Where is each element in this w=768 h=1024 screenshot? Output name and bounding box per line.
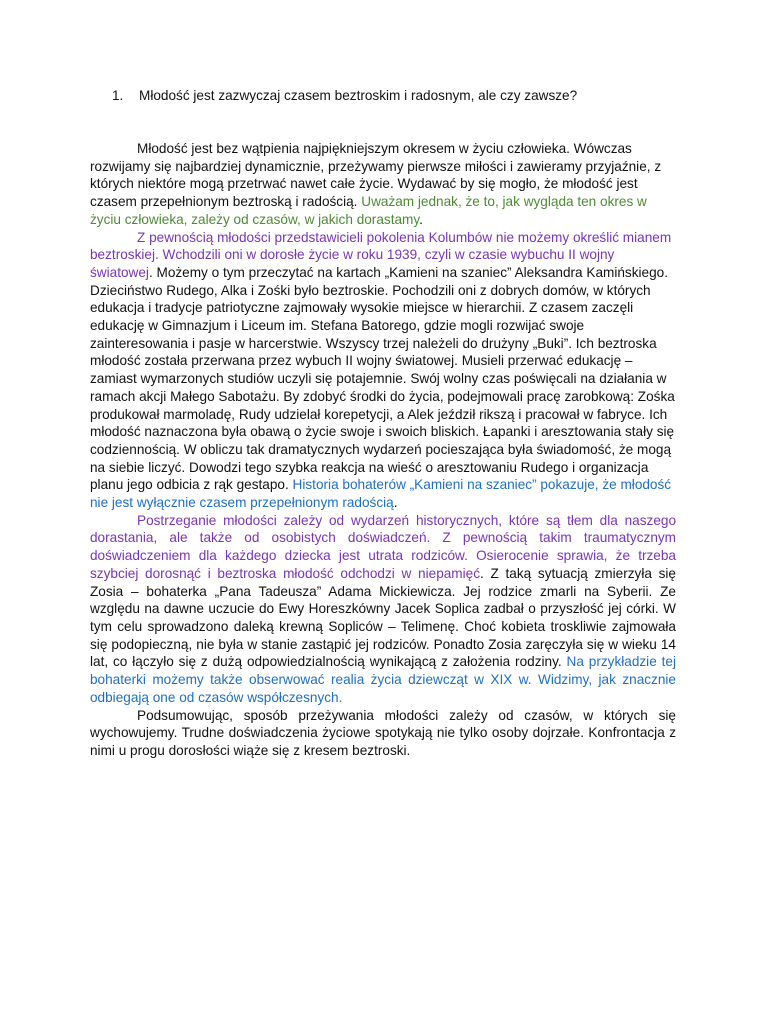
argument-2-example: . Z taką sytuacją zmierzyła się Zosia – bohaterka „Pana Tadeusza” Adama Mickiewicza. Jej rodzice zmarli na Syberii. Ze względu na dawne uczucie do Ewy Horeszkówny Jacek Soplica zadbał o przyszłość jej córki. W tym celu sprowadzono daleką krewną Sopliców – Telimenę. Choć kobieta troskliwie zajmowała się podopieczną, nie była w stanie zastąpić jej rodziców. Ponadto Zosia zaręczyła się w wieku 14 lat, co łączyło się z dużą odpowiedzialnością wynikającą z założenia rodziny.: [90, 565, 676, 670]
thesis-statement: Uważam jednak, że to, jak wygląda ten okres w życiu człowieka, zależy od czasów, w jakich dorastamy: [90, 194, 647, 227]
argument-1-end: .: [393, 495, 398, 511]
essay-body: [90, 140, 676, 760]
paragraph-introduction: [90, 140, 676, 229]
question-text: Młodość jest zazwyczaj czasem beztroskim i radosnym, ale czy zawsze?: [139, 88, 578, 103]
summary-text: Podsumowując, sposób przeżywania młodości zależy od czasów, w których się wychowujemy. Trudne doświadczenia życiowe spotykają nie tylko osoby dojrzałe. Konfrontacja z nimi u progu dorosłości wiąże się z kresem beztroski.: [90, 707, 676, 758]
argument-2-conclusion: Na przykładzie tej bohaterki możemy także obserwować realia życia dziewcząt w XIX w. Widzimy, jak znacznie odbiegają one od czasów współczesnych.: [90, 654, 676, 705]
question-number: 1.: [112, 88, 124, 103]
paragraph-argument-2: [90, 512, 676, 707]
intro-text: Młodość jest bez wątpienia najpiękniejszym okresem w życiu człowieka. Wówczas rozwijamy się najbardziej dynamicznie, przeżywamy pierwsze miłości i zawieramy przyjaźnie, z których niektóre mogą przetrwać nawet całe życie. Wydawać by się mogło, że młodość jest czasem przepełnionym beztroską i radością.: [90, 141, 662, 210]
intro-end: .: [419, 211, 423, 227]
paragraph-argument-1: [90, 229, 676, 512]
argument-1-example: . Możemy o tym przeczytać na kartach „Kamieni na szaniec” Aleksandra Kamińskiego. Dzieciństwo Rudego, Alka i Zośki było beztroskie. Pochodzili oni z dobrych domów, w których edukacja i tradycje patriotyczne zajmowały wysokie miejsce w hierarchii. Z czasem zaczęli edukację w Gimnazjum i Liceum im. Stefana Batorego, gdzie mogli rozwijać swoje zainteresowania i pasje w harcerstwie. Wszyscy trzej należeli do drużyny „Buki”. Ich beztroska młodość została przerwana przez wybuch II wojny światowej. Musieli przerwać edukację – zamiast wymarzonych studiów uczyli się potajemnie. Swój wolny czas poświęcali na działania w ramach akcji Małego Sabotażu. By zdobyć środki do życia, podejmowali pracę zarobkową: Zośka produkował marmoladę, Rudy udzielał korepetycji, a Alek jeździł rikszą i pracował w fabryce. Ich młodość naznaczona była obawą o życie swoje i swoich bliskich. Łapanki i aresztowania stały się codziennością. W obliczu tak dramatycznych wydarzeń pocieszająca była świadomość, że mogą na siebie liczyć. Dowodzi tego szybka reakcja na wieść o aresztowaniu Rudego i organizacja planu jego odbicia z rąk gestapo.: [90, 264, 675, 493]
question-heading: [112, 87, 712, 105]
argument-1-conclusion: Historia bohaterów „Kamieni na szaniec” pokazuje, że młodość nie jest wyłącznie czasem przepełnionym radością: [90, 477, 672, 511]
argument-1-claim: Z pewnością młodości przedstawicieli pokolenia Kolumbów nie możemy określić mianem beztroskiej. Wchodzili oni w dorosłe życie w roku 1939, czyli w czasie wybuchu II wojny światowej: [90, 229, 672, 280]
argument-2-claim: Postrzeganie młodości zależy od wydarzeń historycznych, które są tłem dla naszego dorastania, ale także od osobistych doświadczeń. Z pewnością takim traumatycznym doświadczeniem dla każdego dziecka jest utrata rodziców. Osierocenie sprawia, że trzeba szybciej dorosnąć i beztroska młodość odchodzi w niepamięć: [90, 512, 676, 581]
paragraph-summary: [90, 707, 676, 760]
